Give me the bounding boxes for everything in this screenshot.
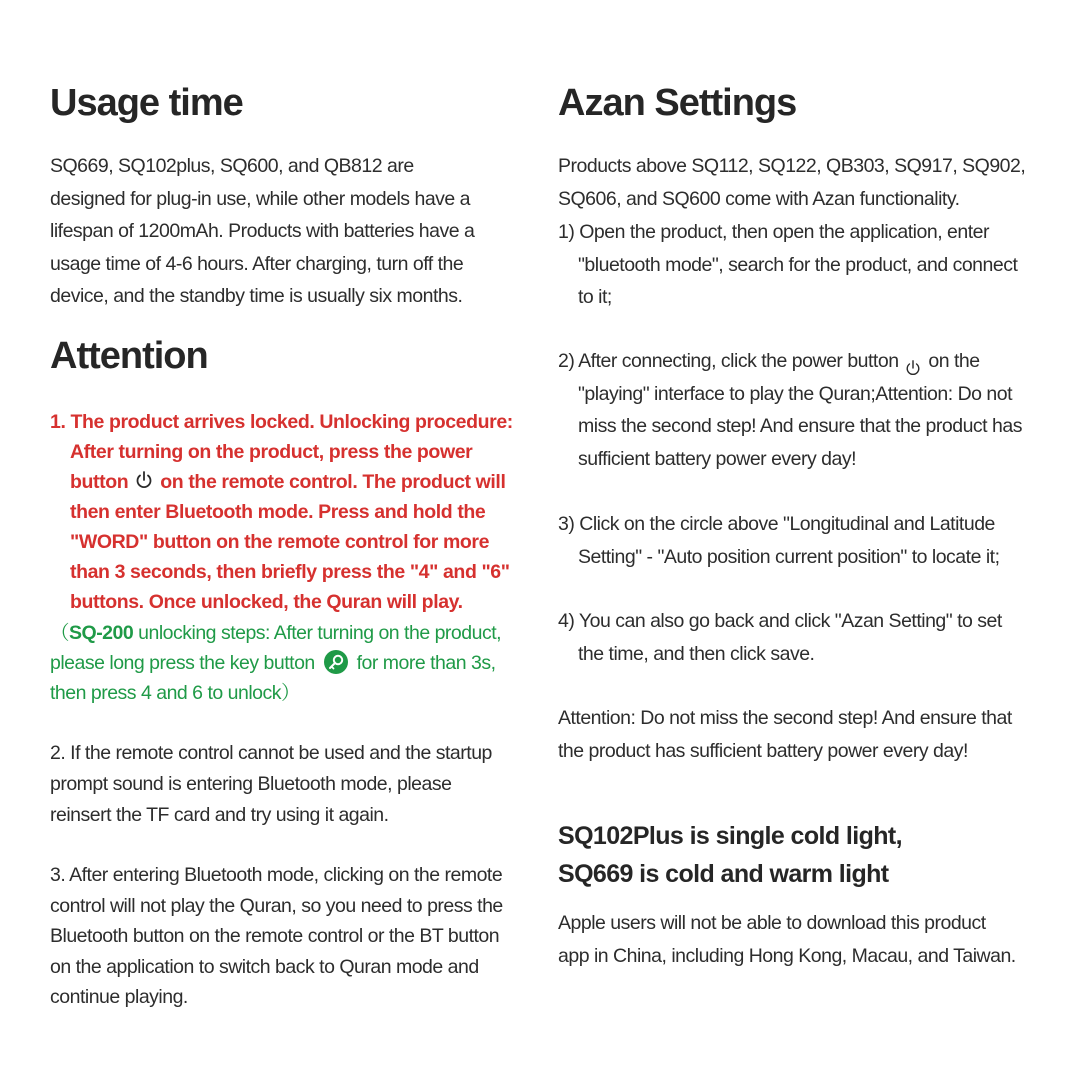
text-line: prompt sound is entering Bluetooth mode, please	[50, 773, 452, 795]
text-line: 4) You can also go back and click "Azan Setting" to set	[558, 610, 1002, 632]
text-line: than 3 seconds, then briefly press the "4" and "6"	[70, 561, 510, 583]
text-line: designed for plug-in use, while other models have a	[50, 187, 471, 210]
text-line: 1. The product arrives locked. Unlocking procedure:	[50, 411, 513, 433]
azan-settings-heading: Azan Settings	[558, 82, 797, 124]
text-line: Attention: Do not miss the second step! And ensure that	[558, 707, 1012, 729]
power-icon	[905, 359, 921, 377]
text-line	[558, 345, 1022, 378]
text-line: on the application to switch back to Quran mode and	[50, 955, 479, 978]
text-fragment: button	[70, 471, 129, 493]
text-line: the time, and then click save.	[578, 642, 815, 665]
text-line: 3) Click on the circle above "Longitudinal and Latitude	[558, 513, 995, 535]
text-fragment: 2) After connecting, click the power button	[558, 350, 899, 372]
text-line: SQ669, SQ102plus, SQ600, and QB812 are	[50, 155, 414, 177]
text-line: miss the second step! And ensure that the product has	[578, 415, 1022, 437]
remote-troubleshoot-step2	[50, 738, 492, 831]
text-line: "WORD" button on the remote control for more	[70, 531, 490, 553]
text-line: After turning on the product, press the power	[70, 441, 473, 463]
text-line	[50, 648, 501, 678]
text-line: 1) Open the product, then open the application, enter	[558, 221, 989, 243]
text-line: reinsert the TF card and try using it again.	[50, 804, 389, 826]
text-line: SQ669 is cold and warm light	[558, 860, 889, 888]
text-line: device, and the standby time is usually six months.	[50, 285, 463, 307]
text-fragment: on the	[928, 350, 980, 372]
text-line: "playing" interface to play the Quran;Attention: Do not	[578, 382, 1013, 405]
text-line	[50, 618, 501, 648]
text-line: to it;	[578, 286, 612, 308]
text-line: Bluetooth button on the remote control or the BT button	[50, 925, 500, 947]
text-line: Products above SQ112, SQ122, QB303, SQ917, SQ902,	[558, 155, 1026, 177]
attention-heading: Attention	[50, 335, 208, 377]
bluetooth-mode-step3	[50, 860, 503, 1013]
text-fragment: for more than 3s,	[356, 652, 496, 674]
text-fragment: unlocking steps: After turning on the product,	[133, 622, 502, 644]
text-line: SQ102Plus is single cold light,	[558, 822, 902, 850]
text-line	[50, 467, 513, 497]
text-fragment: on the remote control. The product will	[160, 471, 506, 493]
key-icon	[324, 650, 348, 674]
text-line: 3. After entering Bluetooth mode, clicking on the remote	[50, 864, 503, 886]
text-line: usage time of 4-6 hours. After charging, turn off the	[50, 252, 464, 275]
azan-intro	[558, 150, 1025, 215]
azan-attention-note	[558, 702, 1012, 767]
unlock-procedure-step1	[50, 407, 513, 617]
azan-step4	[558, 605, 1002, 670]
text-line: Apple users will not be able to download this product	[558, 912, 986, 934]
azan-step2	[558, 345, 1022, 475]
text-line: continue playing.	[50, 986, 188, 1008]
power-icon	[135, 470, 153, 490]
text-line: control will not play the Quran, so you need to press the	[50, 894, 503, 917]
text-line: then press 4 and 6 to unlock）	[50, 682, 300, 704]
text-line: sufficient battery power every day!	[578, 447, 857, 470]
light-type-heading	[558, 817, 902, 893]
usage-time-paragraph	[50, 150, 474, 313]
text-line: then enter Bluetooth mode. Press and hold the	[70, 501, 486, 523]
sq200-model: SQ-200	[69, 622, 134, 644]
usage-time-heading: Usage time	[50, 82, 243, 124]
azan-step1	[558, 216, 1017, 314]
text-line: "bluetooth mode", search for the product, and connect	[578, 253, 1018, 276]
azan-step3	[558, 508, 1000, 573]
text-line: app in China, including Hong Kong, Macau, and Taiwan.	[558, 944, 1016, 967]
text-line: Setting" - "Auto position current position" to locate it;	[578, 545, 1000, 568]
text-line: buttons. Once unlocked, the Quran will play.	[70, 591, 463, 613]
text-fragment: please long press the key button	[50, 652, 315, 674]
text-line: 2. If the remote control cannot be used and the startup	[50, 742, 492, 764]
text-line: SQ606, and SQ600 come with Azan functionality.	[558, 187, 960, 210]
sq200-unlock-note	[50, 618, 501, 708]
text-line: lifespan of 1200mAh. Products with batteries have a	[50, 220, 475, 242]
text-fragment: （	[50, 622, 70, 644]
apple-users-note	[558, 907, 1016, 972]
text-line: the product has sufficient battery power every day!	[558, 739, 968, 762]
